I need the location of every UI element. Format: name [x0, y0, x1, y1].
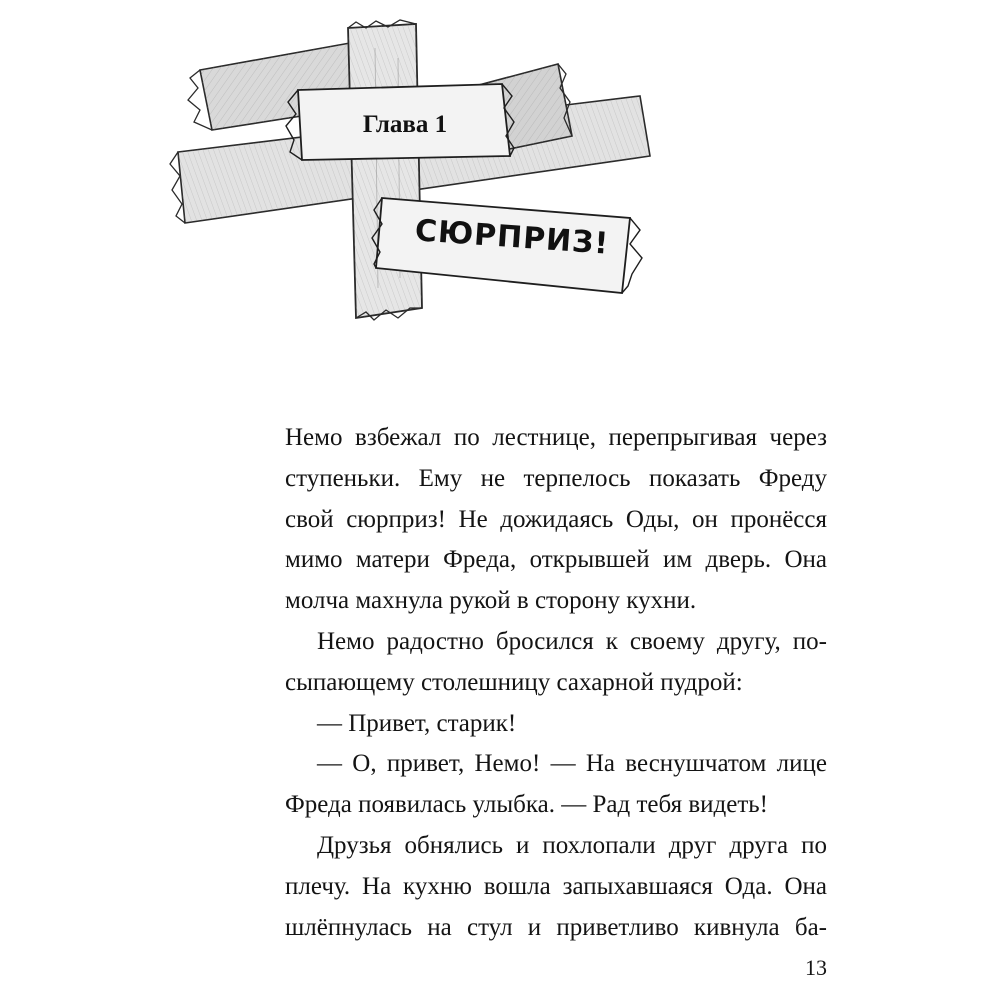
- text-line: свой сюрприз! Не дожидаясь Оды, он пронёсся: [285, 505, 827, 533]
- text-line: ступеньки. Ему не терпелось показать Фреду: [285, 464, 827, 492]
- chapter-title: СЮРПРИЗ!: [413, 213, 611, 262]
- body-text: [285, 418, 827, 948]
- dialogue-line: — Привет, старик!: [317, 709, 517, 737]
- page-number: 13: [805, 955, 827, 980]
- text-line: плечу. На кухню вошла запыхавшаяся Ода. Она: [285, 872, 827, 900]
- signpost-pole: [348, 20, 422, 320]
- dialogue-line: Фреда появилась улыбка. — Рад тебя видеть!: [285, 791, 768, 819]
- text-line: молча махнула рукой в сторону кухни.: [285, 587, 697, 615]
- text-line: Немо взбежал по лестнице, перепрыгивая через: [285, 424, 827, 451]
- text-line: мимо матери Фреда, открывшей им дверь. Она: [285, 546, 827, 574]
- dialogue-line: — О, привет, Немо! — На веснушчатом лице: [317, 750, 827, 778]
- signpost-illustration: [160, 18, 660, 328]
- text-line: сыпающему столешницу сахарной пудрой:: [285, 668, 743, 696]
- text-line: Друзья обнялись и похлопали друг друга по: [317, 831, 827, 859]
- chapter-label: Глава 1: [362, 111, 448, 138]
- text-line: шлёпнулась на стул и приветливо кивнула ба-: [285, 913, 827, 941]
- text-line: Немо радостно бросился к своему другу, по-: [317, 627, 827, 655]
